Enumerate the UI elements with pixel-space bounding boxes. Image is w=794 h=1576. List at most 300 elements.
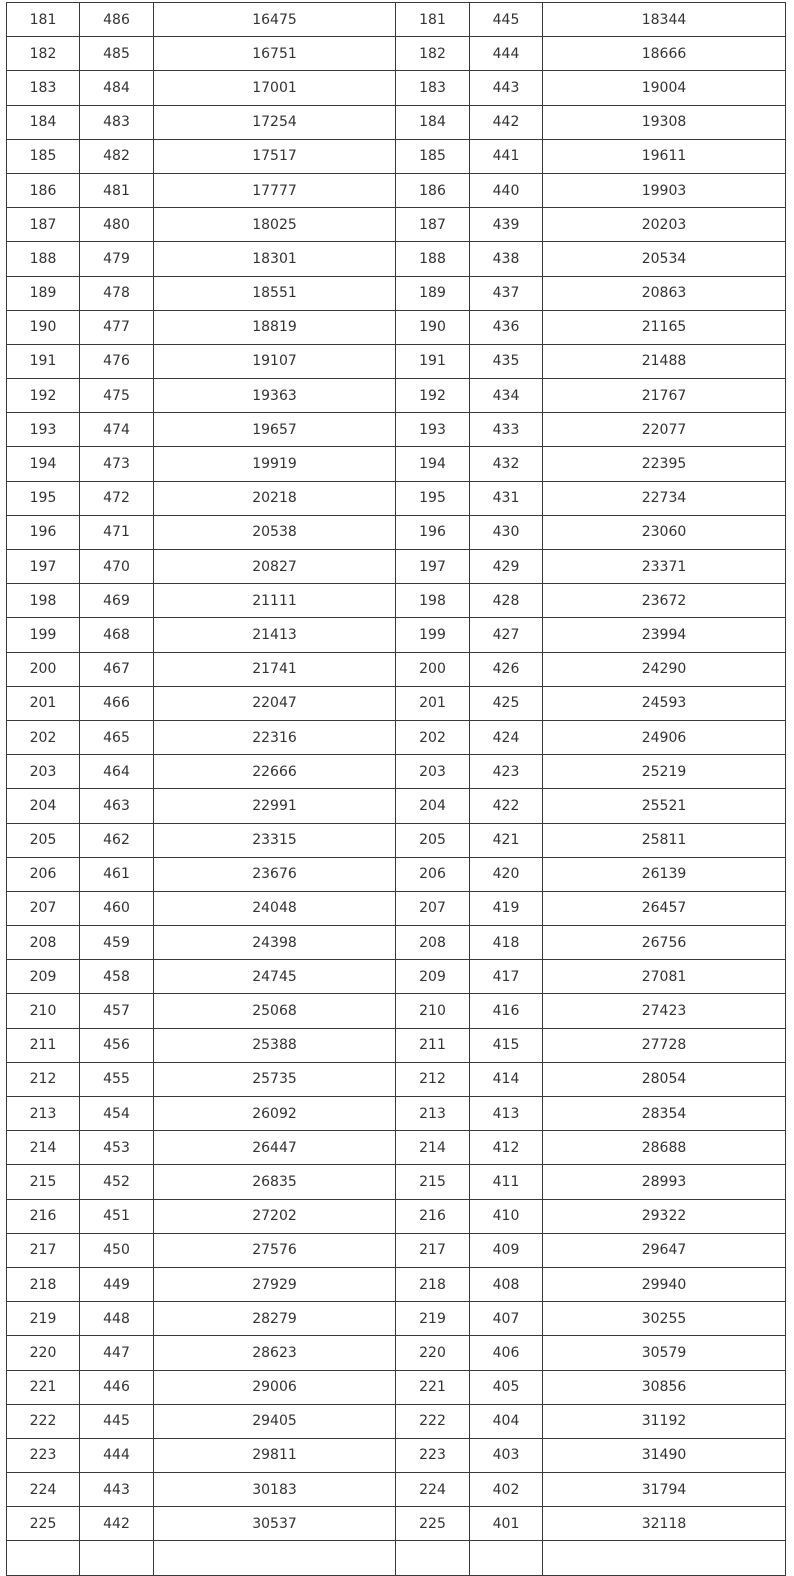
- table-cell: 19903: [543, 173, 786, 207]
- table-cell: 454: [80, 1097, 154, 1131]
- table-cell: 19308: [543, 105, 786, 139]
- table-cell: 21741: [154, 652, 396, 686]
- table-cell: 192: [396, 379, 470, 413]
- table-cell: 195: [7, 481, 80, 515]
- table-cell: 20827: [154, 550, 396, 584]
- table-cell: 194: [396, 447, 470, 481]
- table-cell: 444: [80, 1438, 154, 1472]
- table-cell: 188: [7, 242, 80, 276]
- table-cell: 22395: [543, 447, 786, 481]
- table-row: [7, 1165, 786, 1199]
- table-row: [7, 1267, 786, 1301]
- table-cell: 189: [7, 276, 80, 310]
- table-cell: 181: [7, 3, 80, 37]
- table-cell: 21767: [543, 379, 786, 413]
- table-cell: 199: [7, 618, 80, 652]
- table-cell: 201: [7, 686, 80, 720]
- table-cell: 16751: [154, 37, 396, 71]
- table-cell: 207: [7, 891, 80, 925]
- table-cell: 219: [7, 1302, 80, 1336]
- table-cell: 224: [396, 1473, 470, 1507]
- table-row: [7, 1233, 786, 1267]
- table-cell: 466: [80, 686, 154, 720]
- table-cell: 426: [470, 652, 543, 686]
- table-cell: 413: [470, 1097, 543, 1131]
- table-cell: 28993: [543, 1165, 786, 1199]
- table-cell: 423: [470, 755, 543, 789]
- table-cell: 191: [7, 344, 80, 378]
- table-row: [7, 1404, 786, 1438]
- table-cell: 212: [7, 1062, 80, 1096]
- table-cell: 29405: [154, 1404, 396, 1438]
- table-cell: 198: [396, 584, 470, 618]
- table-cell: 481: [80, 173, 154, 207]
- table-cell: 222: [396, 1404, 470, 1438]
- table-cell: 27576: [154, 1233, 396, 1267]
- table-cell: 424: [470, 720, 543, 754]
- table-cell: 187: [7, 208, 80, 242]
- table-cell: 23994: [543, 618, 786, 652]
- table-cell: [80, 1541, 154, 1575]
- table-cell: 183: [396, 71, 470, 105]
- table-cell: 486: [80, 3, 154, 37]
- table-cell: 30255: [543, 1302, 786, 1336]
- table-cell: 425: [470, 686, 543, 720]
- table-cell: 445: [470, 3, 543, 37]
- table-row: [7, 823, 786, 857]
- table-cell: 215: [7, 1165, 80, 1199]
- table-cell: 24906: [543, 720, 786, 754]
- table-row: [7, 686, 786, 720]
- table-cell: 185: [396, 139, 470, 173]
- table-row: [7, 1370, 786, 1404]
- table-row: [7, 71, 786, 105]
- table-cell: 419: [470, 891, 543, 925]
- table-cell: 449: [80, 1267, 154, 1301]
- table-cell: 193: [396, 413, 470, 447]
- table-cell: 453: [80, 1131, 154, 1165]
- table-row: [7, 618, 786, 652]
- table-cell: 22991: [154, 789, 396, 823]
- table-row: [7, 1062, 786, 1096]
- table-cell: 197: [396, 550, 470, 584]
- table-cell: 427: [470, 618, 543, 652]
- table-cell: 472: [80, 481, 154, 515]
- table-row: [7, 1438, 786, 1472]
- table-cell: 28623: [154, 1336, 396, 1370]
- table-cell: 24048: [154, 891, 396, 925]
- table-cell: 485: [80, 37, 154, 71]
- table-cell: 214: [396, 1131, 470, 1165]
- table-cell: 26092: [154, 1097, 396, 1131]
- table-cell: 189: [396, 276, 470, 310]
- table-cell: 469: [80, 584, 154, 618]
- table-cell: 208: [7, 926, 80, 960]
- table-cell: 202: [396, 720, 470, 754]
- table-cell: 29006: [154, 1370, 396, 1404]
- table-cell: 25521: [543, 789, 786, 823]
- table-row: [7, 1507, 786, 1541]
- table-row: [7, 1336, 786, 1370]
- table-row: [7, 3, 786, 37]
- table-cell: 217: [396, 1233, 470, 1267]
- table-cell: 29647: [543, 1233, 786, 1267]
- table-cell: 414: [470, 1062, 543, 1096]
- table-cell: 27423: [543, 994, 786, 1028]
- table-cell: 191: [396, 344, 470, 378]
- table-cell: 181: [396, 3, 470, 37]
- table-cell: 207: [396, 891, 470, 925]
- table-cell: 26756: [543, 926, 786, 960]
- table-row: [7, 960, 786, 994]
- table-cell: 31794: [543, 1473, 786, 1507]
- table-cell: 211: [396, 1028, 470, 1062]
- table-cell: 407: [470, 1302, 543, 1336]
- table-cell: 222: [7, 1404, 80, 1438]
- table-cell: 17517: [154, 139, 396, 173]
- table-cell: 22047: [154, 686, 396, 720]
- table-cell: 484: [80, 71, 154, 105]
- table-cell: 224: [7, 1473, 80, 1507]
- table-cell: 24398: [154, 926, 396, 960]
- table-cell: 217: [7, 1233, 80, 1267]
- table-cell: 30856: [543, 1370, 786, 1404]
- table-cell: 26457: [543, 891, 786, 925]
- table-row: [7, 105, 786, 139]
- table-cell: 463: [80, 789, 154, 823]
- table-cell: 200: [396, 652, 470, 686]
- table-cell: 428: [470, 584, 543, 618]
- table-cell: 418: [470, 926, 543, 960]
- table-cell: 480: [80, 208, 154, 242]
- table-row: [7, 1302, 786, 1336]
- table-row: [7, 550, 786, 584]
- table-row: [7, 1473, 786, 1507]
- table-cell: 30183: [154, 1473, 396, 1507]
- table-cell: 465: [80, 720, 154, 754]
- table-cell: 443: [80, 1473, 154, 1507]
- table-cell: 212: [396, 1062, 470, 1096]
- table-cell: 27202: [154, 1199, 396, 1233]
- table-cell: 192: [7, 379, 80, 413]
- table-cell: 408: [470, 1267, 543, 1301]
- table-cell: 26835: [154, 1165, 396, 1199]
- table-row: [7, 857, 786, 891]
- table-cell: 442: [470, 105, 543, 139]
- table-row: [7, 1097, 786, 1131]
- table-cell: 19363: [154, 379, 396, 413]
- table-cell: 438: [470, 242, 543, 276]
- table-cell: 478: [80, 276, 154, 310]
- table-cell: 461: [80, 857, 154, 891]
- table-cell: 28054: [543, 1062, 786, 1096]
- table-cell: 27929: [154, 1267, 396, 1301]
- table-cell: 443: [470, 71, 543, 105]
- table-cell: 20218: [154, 481, 396, 515]
- table-cell: 447: [80, 1336, 154, 1370]
- table-row: [7, 720, 786, 754]
- table-row: [7, 584, 786, 618]
- table-cell: 225: [7, 1507, 80, 1541]
- table-cell: 194: [7, 447, 80, 481]
- table-cell: 404: [470, 1404, 543, 1438]
- table-cell: 402: [470, 1473, 543, 1507]
- table-cell: 24593: [543, 686, 786, 720]
- table-cell: 23371: [543, 550, 786, 584]
- table-cell: 219: [396, 1302, 470, 1336]
- table-cell: 18344: [543, 3, 786, 37]
- table-cell: 22666: [154, 755, 396, 789]
- table-cell: 211: [7, 1028, 80, 1062]
- table-cell: 210: [396, 994, 470, 1028]
- table-body: [7, 3, 786, 1576]
- table-row: [7, 413, 786, 447]
- table-cell: 204: [7, 789, 80, 823]
- table-row: [7, 1131, 786, 1165]
- table-cell: 450: [80, 1233, 154, 1267]
- table-row: [7, 789, 786, 823]
- table-cell: 208: [396, 926, 470, 960]
- table-cell: 31192: [543, 1404, 786, 1438]
- table-cell: 445: [80, 1404, 154, 1438]
- table-cell: 421: [470, 823, 543, 857]
- table-cell: 18301: [154, 242, 396, 276]
- table-cell: 182: [396, 37, 470, 71]
- table-cell: 435: [470, 344, 543, 378]
- table-cell: 458: [80, 960, 154, 994]
- table-cell: 204: [396, 789, 470, 823]
- table-cell: 27728: [543, 1028, 786, 1062]
- table-cell: 448: [80, 1302, 154, 1336]
- table-cell: 198: [7, 584, 80, 618]
- table-cell: 405: [470, 1370, 543, 1404]
- table-cell: 459: [80, 926, 154, 960]
- table-cell: 26139: [543, 857, 786, 891]
- table-cell: 23315: [154, 823, 396, 857]
- table-cell: 188: [396, 242, 470, 276]
- table-cell: 26447: [154, 1131, 396, 1165]
- table-cell: 220: [7, 1336, 80, 1370]
- table-row: [7, 891, 786, 925]
- table-row: [7, 1199, 786, 1233]
- table-cell: 28279: [154, 1302, 396, 1336]
- table-cell: 18666: [543, 37, 786, 71]
- table-cell: 200: [7, 652, 80, 686]
- table-cell: 412: [470, 1131, 543, 1165]
- table-cell: [154, 1541, 396, 1575]
- table-cell: 477: [80, 310, 154, 344]
- table-cell: 30537: [154, 1507, 396, 1541]
- table-cell: [396, 1541, 470, 1575]
- table-cell: 23060: [543, 515, 786, 549]
- table-cell: 209: [7, 960, 80, 994]
- table-cell: 467: [80, 652, 154, 686]
- table-row: [7, 447, 786, 481]
- table-cell: 17254: [154, 105, 396, 139]
- table-cell: 225: [396, 1507, 470, 1541]
- table-cell: 30579: [543, 1336, 786, 1370]
- table-cell: 196: [396, 515, 470, 549]
- table-cell: 471: [80, 515, 154, 549]
- table-cell: 25068: [154, 994, 396, 1028]
- table-cell: 422: [470, 789, 543, 823]
- table-cell: 203: [7, 755, 80, 789]
- table-cell: 202: [7, 720, 80, 754]
- table-cell: 29940: [543, 1267, 786, 1301]
- table-cell: 19611: [543, 139, 786, 173]
- table-cell: 431: [470, 481, 543, 515]
- table-row: [7, 481, 786, 515]
- table-cell: 21111: [154, 584, 396, 618]
- table-cell: 474: [80, 413, 154, 447]
- table-cell: 24745: [154, 960, 396, 994]
- table-cell: 186: [396, 173, 470, 207]
- table-cell: 18551: [154, 276, 396, 310]
- table-cell: 195: [396, 481, 470, 515]
- table-cell: 209: [396, 960, 470, 994]
- table-cell: 482: [80, 139, 154, 173]
- table-row: [7, 310, 786, 344]
- score-rank-table: [6, 2, 786, 1576]
- table-cell: 456: [80, 1028, 154, 1062]
- table-cell: 436: [470, 310, 543, 344]
- table-cell: 221: [7, 1370, 80, 1404]
- table-cell: 22077: [543, 413, 786, 447]
- table-cell: 401: [470, 1507, 543, 1541]
- table-cell: 468: [80, 618, 154, 652]
- table-cell: 429: [470, 550, 543, 584]
- table-cell: 201: [396, 686, 470, 720]
- table-cell: 473: [80, 447, 154, 481]
- table-cell: 28354: [543, 1097, 786, 1131]
- table-row: [7, 173, 786, 207]
- table-cell: 223: [7, 1438, 80, 1472]
- table-cell: 476: [80, 344, 154, 378]
- table-cell: 411: [470, 1165, 543, 1199]
- table-cell: 221: [396, 1370, 470, 1404]
- table-cell: 213: [7, 1097, 80, 1131]
- table-cell: 470: [80, 550, 154, 584]
- table-cell: 205: [7, 823, 80, 857]
- table-cell: 206: [396, 857, 470, 891]
- table-cell: 432: [470, 447, 543, 481]
- table-row: [7, 208, 786, 242]
- table-cell: 23672: [543, 584, 786, 618]
- table-cell: 29322: [543, 1199, 786, 1233]
- table-cell: [470, 1541, 543, 1575]
- table-cell: 439: [470, 208, 543, 242]
- table-cell: 475: [80, 379, 154, 413]
- table-cell: 446: [80, 1370, 154, 1404]
- table-cell: 462: [80, 823, 154, 857]
- table-cell: 183: [7, 71, 80, 105]
- table-cell: 409: [470, 1233, 543, 1267]
- table-cell: 196: [7, 515, 80, 549]
- table-cell: 218: [396, 1267, 470, 1301]
- table-cell: 182: [7, 37, 80, 71]
- table-row: [7, 276, 786, 310]
- table-cell: 451: [80, 1199, 154, 1233]
- table-cell: 415: [470, 1028, 543, 1062]
- table-cell: [543, 1541, 786, 1575]
- table-cell: 19004: [543, 71, 786, 105]
- table-cell: 433: [470, 413, 543, 447]
- table-cell: 187: [396, 208, 470, 242]
- table-row: [7, 515, 786, 549]
- table-row: [7, 926, 786, 960]
- table-cell: 185: [7, 139, 80, 173]
- table-cell: 27081: [543, 960, 786, 994]
- table-cell: 23676: [154, 857, 396, 891]
- table-cell: 28688: [543, 1131, 786, 1165]
- table-cell: 437: [470, 276, 543, 310]
- table-cell: 29811: [154, 1438, 396, 1472]
- table-cell: 457: [80, 994, 154, 1028]
- table-cell: 444: [470, 37, 543, 71]
- table-cell: 186: [7, 173, 80, 207]
- table-cell: 21488: [543, 344, 786, 378]
- table-cell: 197: [7, 550, 80, 584]
- table-cell: 483: [80, 105, 154, 139]
- table-row: [7, 1541, 786, 1575]
- table-cell: 25811: [543, 823, 786, 857]
- table-cell: 20534: [543, 242, 786, 276]
- table-cell: 417: [470, 960, 543, 994]
- table-cell: 25735: [154, 1062, 396, 1096]
- table-cell: 430: [470, 515, 543, 549]
- table-cell: 19657: [154, 413, 396, 447]
- table-row: [7, 37, 786, 71]
- table-cell: 22316: [154, 720, 396, 754]
- table-cell: 24290: [543, 652, 786, 686]
- table-cell: 213: [396, 1097, 470, 1131]
- table-cell: 190: [396, 310, 470, 344]
- table-cell: 184: [7, 105, 80, 139]
- table-row: [7, 139, 786, 173]
- table-cell: 464: [80, 755, 154, 789]
- table-cell: 199: [396, 618, 470, 652]
- table-cell: 215: [396, 1165, 470, 1199]
- table-cell: 216: [396, 1199, 470, 1233]
- table-cell: 460: [80, 891, 154, 925]
- table-cell: 25219: [543, 755, 786, 789]
- table-cell: 216: [7, 1199, 80, 1233]
- table-cell: 17777: [154, 173, 396, 207]
- table-cell: 455: [80, 1062, 154, 1096]
- table-cell: 32118: [543, 1507, 786, 1541]
- table-cell: 479: [80, 242, 154, 276]
- table-cell: 17001: [154, 71, 396, 105]
- table-cell: 223: [396, 1438, 470, 1472]
- table-cell: 406: [470, 1336, 543, 1370]
- table-cell: 19107: [154, 344, 396, 378]
- table-cell: 20203: [543, 208, 786, 242]
- table-cell: 18819: [154, 310, 396, 344]
- table-cell: 416: [470, 994, 543, 1028]
- table-cell: 442: [80, 1507, 154, 1541]
- table-row: [7, 242, 786, 276]
- table-cell: 18025: [154, 208, 396, 242]
- table-cell: 184: [396, 105, 470, 139]
- table-cell: 25388: [154, 1028, 396, 1062]
- table-cell: 205: [396, 823, 470, 857]
- table-row: [7, 652, 786, 686]
- table-cell: 210: [7, 994, 80, 1028]
- table-cell: 410: [470, 1199, 543, 1233]
- table-row: [7, 379, 786, 413]
- table-cell: 22734: [543, 481, 786, 515]
- table-row: [7, 994, 786, 1028]
